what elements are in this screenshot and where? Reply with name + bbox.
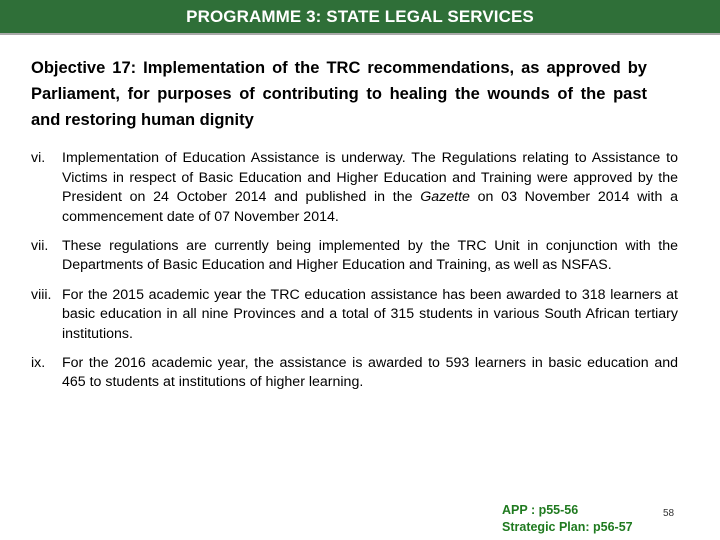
item-text: These regulations are currently being implemented by the TRC Unit in conjunction with the Departments of Basic Education and Higher Education and Training, as well as NSFAS. [62,237,678,274]
item-text: For the 2015 academic year the TRC education assistance has been awarded to 318 learners at basic education in all nine Provinces and a total of 315 students in various South African tertiary institutions. [62,286,678,342]
references [502,502,633,536]
item-number: vii. [31,237,49,254]
item-number: viii. [31,286,52,303]
item-number: vi. [31,150,46,166]
page-title: PROGRAMME 3: STATE LEGAL SERVICES [186,6,534,26]
item-text-part: Implementation of Education Assistance is underway. The Regulations relating to Assistance to Victims in respect of Basic Education and Higher Education and Training were approved by the President on 24 October 2014 and published in the [62,150,678,206]
item-number: ix. [31,354,46,371]
list-item [31,354,678,393]
item-text [62,149,678,227]
list-item [31,237,678,276]
app-reference: APP : p55-56 [502,503,579,517]
list-item [31,149,678,227]
strategic-plan-reference: Strategic Plan: p56-57 [502,520,633,534]
title-bar [0,0,720,35]
list-item [31,286,678,345]
items-list [31,149,678,403]
objective-heading: Objective 17: Implementation of the TRC recommendations, as approved by Parliament, for purposes of contributing to healing the wounds of the past and restoring human dignity [31,59,647,129]
page-number: 58 [663,508,675,519]
gazette-emphasis: Gazette [420,189,470,206]
item-text-part: on 03 November 2014 with a commencement date of 07 November 2014. [62,189,678,225]
item-text: For the 2016 academic year, the assistance is awarded to 593 learners in basic education and 465 to students at institutions of higher learning. [62,354,678,391]
